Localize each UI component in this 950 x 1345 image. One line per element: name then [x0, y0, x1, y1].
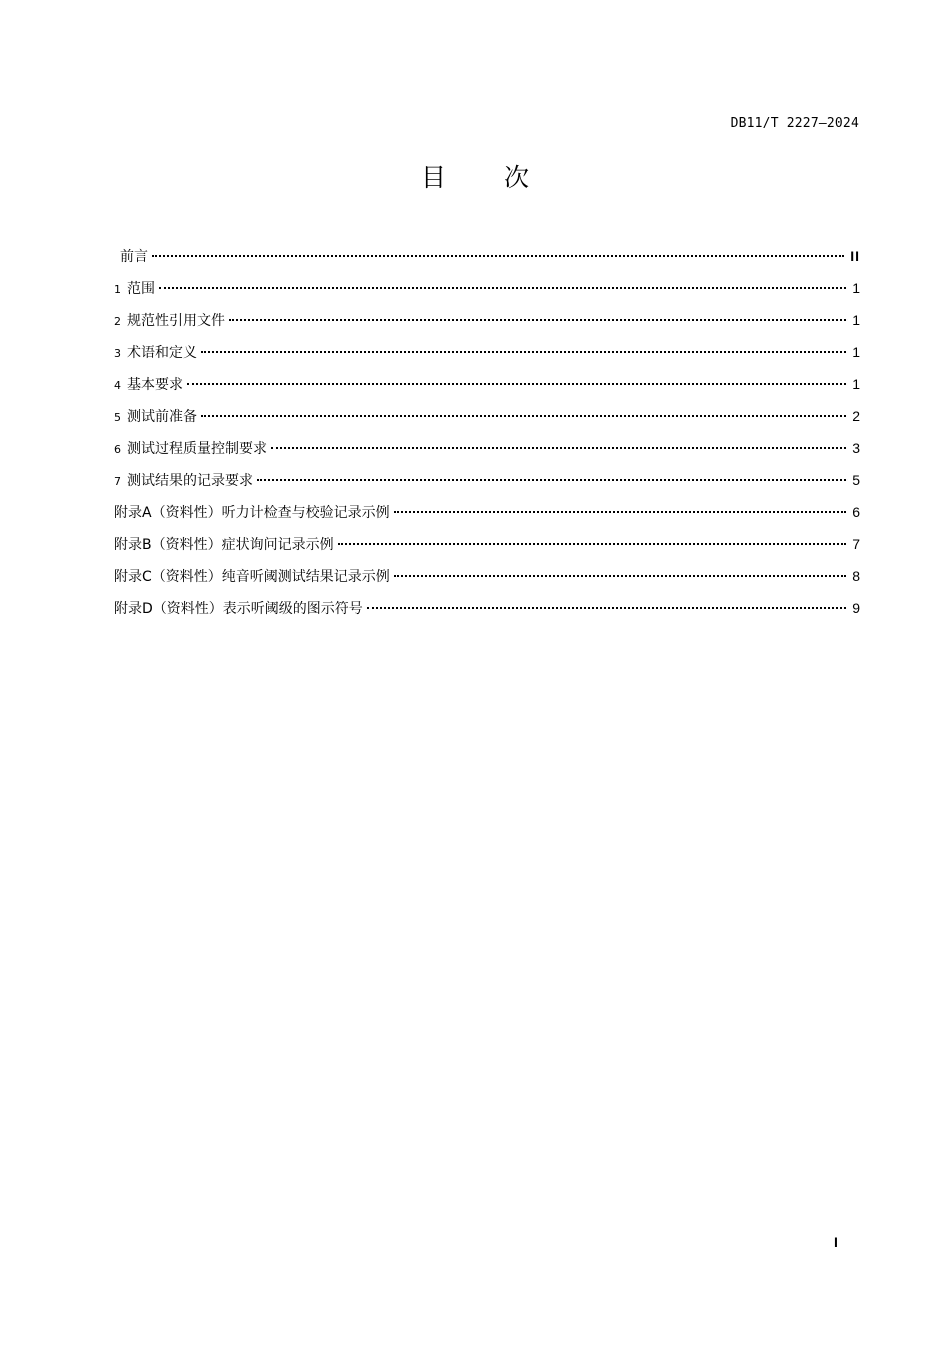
dot-leader [394, 575, 846, 577]
dot-leader [201, 351, 846, 353]
toc-entry-page: 5 [852, 472, 860, 488]
dot-leader [271, 447, 846, 449]
toc-entry-scope[interactable] [114, 278, 860, 310]
toc-entry-text: 规范性引用文件 [127, 313, 225, 329]
table-of-contents [114, 246, 860, 630]
toc-entry-text: 附录A（资料性）听力计检查与校验记录示例 [114, 505, 390, 521]
toc-entry-number: 5 [114, 411, 121, 424]
toc-entry-text: 附录D（资料性）表示听阈级的图示符号 [114, 601, 363, 617]
dot-leader [187, 383, 846, 385]
toc-entry-number: 4 [114, 379, 121, 392]
document-code: DB11/T 2227—2024 [730, 116, 859, 131]
toc-entry-page: 1 [852, 312, 860, 328]
dot-leader [229, 319, 846, 321]
toc-entry-text: 附录B（资料性）症状询问记录示例 [114, 537, 334, 553]
dot-leader [394, 511, 847, 513]
toc-entry-label [114, 535, 334, 555]
dot-leader [201, 415, 846, 417]
toc-entry-normative-references[interactable] [114, 310, 860, 342]
dot-leader [159, 287, 846, 289]
toc-entry-terms-definitions[interactable] [114, 342, 860, 374]
toc-entry-appendix-a[interactable] [114, 502, 860, 534]
toc-entry-page: 8 [852, 568, 860, 584]
toc-entry-page: 3 [852, 440, 860, 456]
toc-entry-page: 7 [852, 536, 860, 552]
toc-entry-text: 前言 [120, 249, 148, 265]
toc-entry-foreword[interactable] [114, 246, 860, 278]
toc-entry-page: 1 [852, 280, 860, 296]
toc-entry-label [114, 375, 183, 396]
toc-entry-page: 9 [852, 600, 860, 616]
toc-entry-label [114, 311, 225, 332]
toc-entry-label [114, 599, 363, 619]
dot-leader [257, 479, 846, 481]
toc-entry-label [114, 567, 390, 587]
toc-entry-appendix-d[interactable] [114, 598, 860, 630]
toc-entry-text: 测试结果的记录要求 [127, 473, 253, 489]
toc-entry-text: 测试过程质量控制要求 [127, 441, 267, 457]
toc-entry-text: 范围 [127, 281, 155, 297]
toc-entry-text: 基本要求 [127, 377, 183, 393]
toc-entry-number: 2 [114, 315, 121, 328]
toc-entry-page: 1 [852, 344, 860, 360]
toc-entry-label [114, 471, 253, 492]
toc-entry-test-preparation[interactable] [114, 406, 860, 438]
dot-leader [152, 255, 844, 257]
toc-entry-text: 术语和定义 [127, 345, 197, 361]
toc-entry-text: 测试前准备 [127, 409, 197, 425]
toc-entry-number: 3 [114, 347, 121, 360]
toc-entry-label [114, 503, 390, 523]
dot-leader [338, 543, 847, 545]
toc-entry-recording-requirements[interactable] [114, 470, 860, 502]
dot-leader [367, 607, 846, 609]
toc-entry-page: 2 [852, 408, 860, 424]
toc-entry-page: 6 [852, 504, 860, 520]
toc-entry-label [114, 407, 197, 428]
toc-entry-label [114, 439, 267, 460]
toc-entry-appendix-c[interactable] [114, 566, 860, 598]
page-title: 目次 [420, 163, 587, 192]
toc-entry-label [114, 343, 197, 364]
toc-entry-page: II [850, 248, 860, 264]
toc-entry-number: 6 [114, 443, 121, 456]
toc-entry-number: 7 [114, 475, 121, 488]
toc-entry-page: 1 [852, 376, 860, 392]
toc-entry-text: 附录C（资料性）纯音听阈测试结果记录示例 [114, 569, 390, 585]
toc-entry-label [114, 279, 155, 300]
toc-entry-number: 1 [114, 283, 121, 296]
toc-entry-appendix-b[interactable] [114, 534, 860, 566]
toc-entry-quality-control[interactable] [114, 438, 860, 470]
toc-entry-basic-requirements[interactable] [114, 374, 860, 406]
toc-entry-label [114, 247, 148, 268]
page-number: I [834, 1234, 838, 1250]
